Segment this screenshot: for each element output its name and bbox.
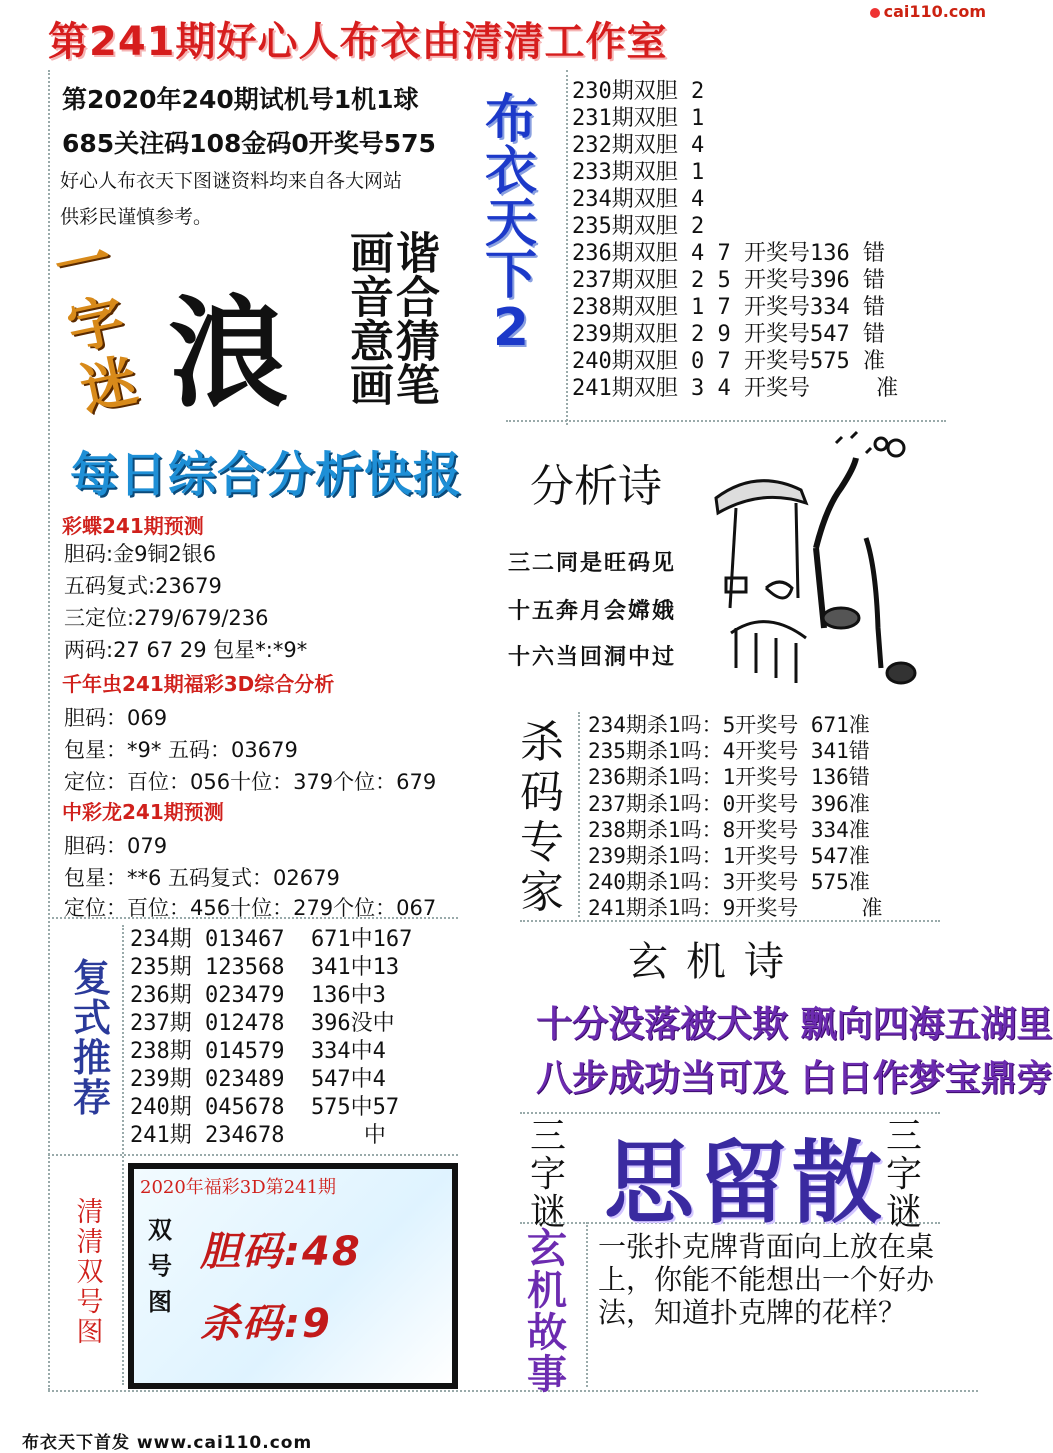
analysis-poem-line: 三二同是旺码见 bbox=[508, 551, 677, 576]
qingqing-label bbox=[70, 1198, 110, 1348]
card-dan-code: 胆码:48 bbox=[200, 1229, 362, 1275]
divider-story bbox=[586, 1222, 588, 1387]
report-title: 每日综合分析快报 bbox=[70, 447, 463, 503]
label-char: 字 bbox=[529, 1154, 566, 1195]
story-label-char: 事 bbox=[527, 1351, 567, 1398]
zhongcailong-title: 中彩龙241期预测 bbox=[62, 800, 224, 824]
one-char-riddle-label: 一字迷 bbox=[49, 226, 144, 424]
qingqing-label-char: 清 bbox=[76, 1227, 104, 1258]
logo-dot-icon bbox=[870, 8, 880, 18]
analysis-poem-line: 十六当回洞中过 bbox=[508, 645, 677, 670]
qingqing-label-char: 清 bbox=[76, 1197, 104, 1228]
list-item: 235期 123568 341中13 bbox=[130, 955, 400, 980]
kill-label-char: 码 bbox=[520, 767, 564, 818]
card-kill-code: 杀码:9 bbox=[200, 1301, 332, 1347]
list-item: 236期 023479 136中3 bbox=[130, 983, 386, 1008]
zhongcailong-line: 包星：**6 五码复式：02679 bbox=[64, 866, 340, 890]
frame-left-line bbox=[48, 70, 50, 1390]
kill-label-char: 专 bbox=[520, 817, 564, 868]
xuanji-poem-line: 十分没落被犬欺 飘向四海五湖里 bbox=[536, 1004, 1053, 1045]
label-char: 三 bbox=[885, 1116, 922, 1157]
caidie-line: 胆码:金9铜2银6 bbox=[64, 542, 217, 566]
fushi-list bbox=[130, 926, 412, 1150]
list-item: 236期杀1吗：1开奖号 136错 bbox=[588, 765, 870, 790]
qingqing-label-char: 双 bbox=[76, 1257, 104, 1288]
fushi-label-char: 式 bbox=[72, 995, 111, 1040]
analysis-poem-title: 分析诗 bbox=[530, 461, 662, 512]
caidie-line: 两码:27 67 29 包星*:*9* bbox=[64, 638, 308, 662]
one-char-riddle-char: 浪 bbox=[168, 283, 288, 424]
brand-char: 2 bbox=[492, 298, 530, 358]
brand-char: 衣 bbox=[484, 142, 537, 202]
sketch-illustration bbox=[706, 428, 926, 708]
brand-vertical bbox=[480, 90, 542, 358]
three-char-label-left bbox=[524, 1118, 572, 1232]
story-label-char: 机 bbox=[527, 1267, 567, 1314]
list-item: 232期双胆 4 bbox=[572, 133, 705, 158]
list-item: 233期双胆 1 bbox=[572, 160, 705, 185]
fushi-label-char: 推 bbox=[72, 1035, 111, 1080]
list-item: 236期双胆 4 7 开奖号136 错 bbox=[572, 241, 885, 266]
logo-text: cai110.com bbox=[883, 2, 986, 21]
list-item: 235期杀1吗：4开奖号 341错 bbox=[588, 739, 870, 764]
divider-fushi-bottom bbox=[48, 1154, 458, 1156]
qiannianchong-line: 胆码：069 bbox=[64, 706, 168, 730]
story-text: 一张扑克牌背面向上放在桌上，你能不能想出一个好办法，知道扑克牌的花样？ bbox=[598, 1230, 935, 1329]
fushi-label bbox=[62, 955, 122, 1120]
list-item: 237期杀1吗：0开奖号 396准 bbox=[588, 791, 870, 816]
kill-expert-list bbox=[588, 712, 882, 922]
brand-char: 下 bbox=[484, 246, 537, 306]
list-item: 235期双胆 2 bbox=[572, 214, 705, 239]
list-item: 234期杀1吗：5开奖号 671准 bbox=[588, 713, 870, 737]
card-label-char: 图 bbox=[148, 1288, 172, 1316]
qiannianchong-title: 千年虫241期福彩3D综合分析 bbox=[62, 672, 335, 696]
list-item: 231期双胆 1 bbox=[572, 106, 705, 131]
card-title: 2020年福彩3D第241期 bbox=[140, 1177, 337, 1198]
story-label-char: 玄 bbox=[527, 1225, 567, 1272]
list-item: 238期杀1吗：8开奖号 334准 bbox=[588, 817, 870, 842]
list-item: 237期双胆 2 5 开奖号396 错 bbox=[572, 268, 885, 293]
label-char: 三 bbox=[529, 1116, 566, 1157]
caidie-line: 三定位:279/679/236 bbox=[64, 606, 269, 630]
caidie-title: 彩蝶241期预测 bbox=[62, 514, 204, 538]
divider-kill bbox=[578, 712, 580, 917]
list-item: 234期 013467 671中167 bbox=[130, 927, 413, 952]
card-label-char: 双 bbox=[148, 1216, 172, 1244]
page-title: 第241期好心人布衣由清清工作室 bbox=[48, 19, 668, 65]
xuanji-poem-title: 玄机诗 bbox=[628, 939, 802, 985]
list-item: 234期双胆 4 bbox=[572, 187, 705, 212]
list-item: 239期 023489 547中4 bbox=[130, 1067, 386, 1092]
divider-top bbox=[566, 70, 568, 425]
list-item: 240期双胆 0 7 开奖号575 准 bbox=[572, 349, 885, 374]
list-item: 239期双胆 2 9 开奖号547 错 bbox=[572, 322, 885, 347]
footer-text[interactable]: 布衣天下首发 www.cai110.com bbox=[22, 1433, 313, 1453]
caidie-line: 五码复式:23679 bbox=[64, 574, 222, 598]
kill-label-char: 家 bbox=[520, 867, 564, 918]
fushi-label-char: 荐 bbox=[72, 1075, 111, 1120]
zhongcailong-line: 定位：百位：456十位：279个位：067 bbox=[64, 896, 437, 920]
qiannianchong-line: 包星：*9* 五码：03679 bbox=[64, 738, 298, 762]
story-label-char: 故 bbox=[527, 1309, 567, 1356]
brand-char: 天 bbox=[484, 194, 537, 254]
card-label bbox=[148, 1212, 178, 1320]
qiannianchong-line: 定位：百位：056十位：379个位：679 bbox=[64, 770, 437, 794]
trial-line-1: 第2020年240期试机号1机1球 bbox=[62, 85, 419, 114]
label-char: 谜 bbox=[529, 1192, 566, 1233]
trial-line-2: 685关注码108金码0开奖号575 bbox=[62, 129, 436, 158]
label-char: 谜 bbox=[885, 1192, 922, 1233]
story-label bbox=[520, 1225, 574, 1398]
trial-note-2: 供彩民谨慎参考。 bbox=[60, 206, 213, 228]
frame-bottom-line bbox=[48, 1390, 978, 1392]
list-item: 238期 014579 334中4 bbox=[130, 1039, 386, 1064]
list-item: 239期杀1吗：1开奖号 547准 bbox=[588, 844, 870, 869]
brand-char: 布 bbox=[484, 90, 537, 150]
list-item: 238期双胆 1 7 开奖号334 错 bbox=[572, 295, 885, 320]
qingqing-label-char: 图 bbox=[76, 1317, 104, 1348]
list-item: 241期 234678 中 bbox=[130, 1123, 386, 1148]
list-item: 241期双胆 3 4 开奖号 准 bbox=[572, 376, 899, 401]
kill-expert-label bbox=[512, 718, 572, 918]
list-item: 237期 012478 396没中 bbox=[130, 1011, 395, 1036]
fushi-label-char: 复 bbox=[72, 955, 111, 1000]
site-logo[interactable] bbox=[870, 2, 986, 21]
three-char-label-right bbox=[880, 1118, 928, 1232]
card-label-char: 号 bbox=[148, 1252, 172, 1280]
list-item: 240期 045678 575中57 bbox=[130, 1095, 400, 1120]
analysis-poem-line: 十五奔月会嫦娥 bbox=[508, 599, 677, 624]
trial-note-1: 好心人布衣天下图谜资料均来自各大网站 bbox=[60, 170, 403, 192]
xuanji-poem-line: 八步成功当可及 白日作梦宝鼎旁 bbox=[536, 1058, 1053, 1099]
divider-list-bottom bbox=[506, 420, 946, 422]
list-item: 241期杀1吗：9开奖号 准 bbox=[588, 896, 883, 921]
list-item: 230期双胆 2 bbox=[572, 79, 705, 104]
one-char-riddle-hint: 谐合猜笔画音意画 bbox=[342, 230, 439, 406]
zhongcailong-line: 胆码：079 bbox=[64, 834, 168, 858]
label-char: 字 bbox=[885, 1154, 922, 1195]
three-char-riddle: 思留散 bbox=[604, 1130, 886, 1236]
kill-label-char: 杀 bbox=[520, 717, 564, 768]
list-item: 240期杀1吗：3开奖号 575准 bbox=[588, 870, 870, 895]
double-dan-list bbox=[572, 78, 898, 402]
qingqing-label-char: 号 bbox=[76, 1287, 104, 1318]
